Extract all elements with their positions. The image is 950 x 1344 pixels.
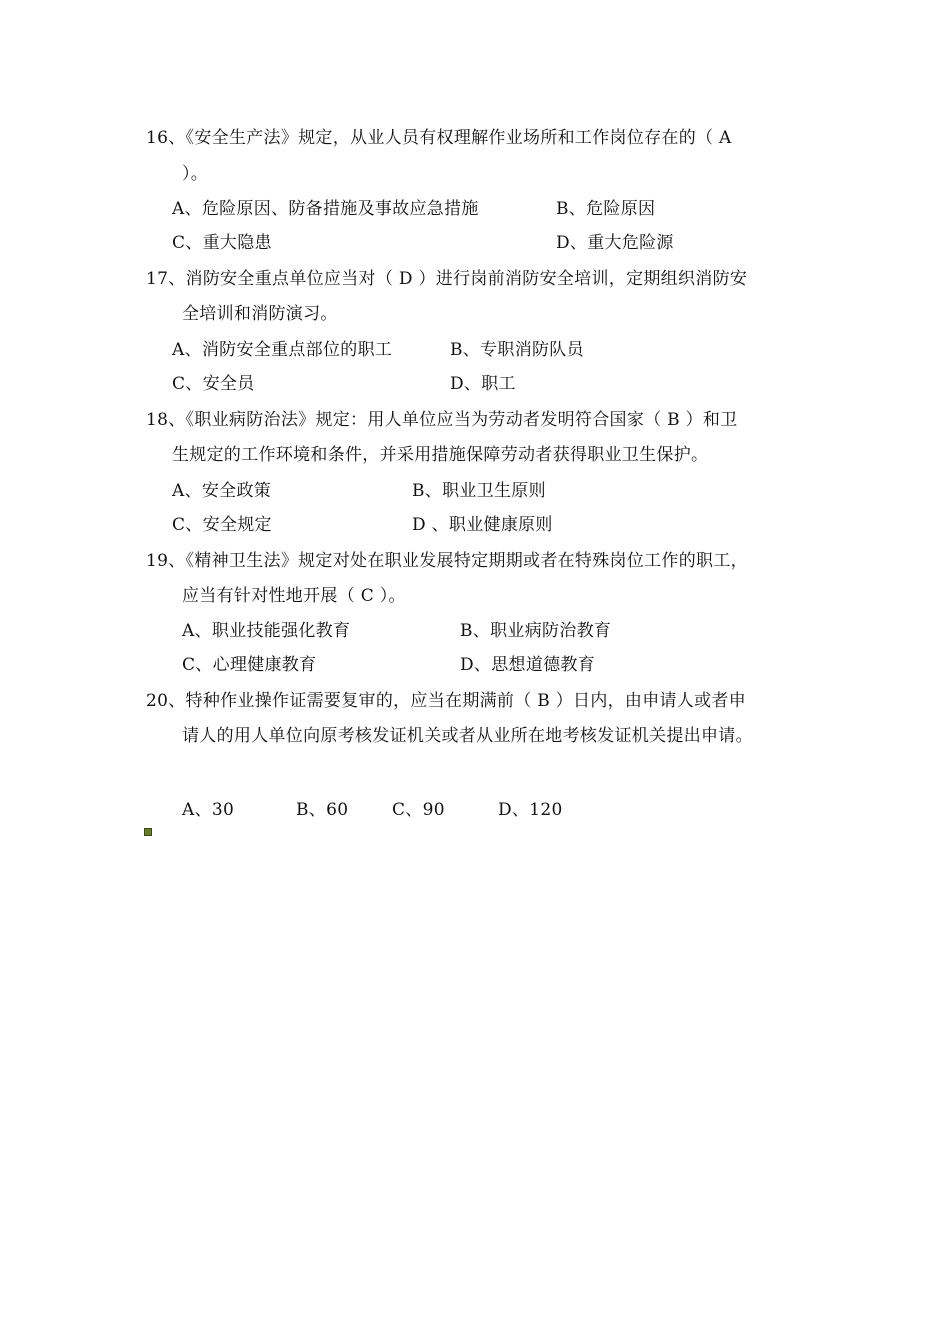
question-20-option-c: C、90	[392, 800, 445, 820]
question-20-line-1: 20、特种作业操作证需要复审的，应当在期满前（ B ）日内，由申请人或者申	[146, 691, 747, 711]
question-19-option-b: B、职业病防治教育	[460, 621, 612, 641]
question-18-option-c: C、安全规定	[172, 515, 272, 535]
question-18-option-d: D 、职业健康原则	[412, 515, 553, 535]
question-19-option-d: D、思想道德教育	[460, 655, 596, 675]
question-19-line-2: 应当有针对性地开展（ C ）。	[182, 586, 406, 606]
question-18-option-b: B、职业卫生原则	[412, 481, 546, 501]
question-16-option-b: B、危险原因	[556, 199, 656, 219]
question-20-option-d: D、120	[498, 800, 563, 820]
question-17-line-2: 全培训和消防演习。	[182, 304, 338, 324]
question-16-line-2: ）。	[182, 164, 209, 184]
question-17-line-1: 17、消防安全重点单位应当对（ D ）进行岗前消防安全培训，定期组织消防安	[146, 269, 748, 289]
question-20-option-b: B、60	[296, 800, 349, 820]
question-20-line-2: 请人的用人单位向原考核发证机关或者从业所在地考核发证机关提出申请。	[182, 726, 753, 746]
question-19-option-c: C、心理健康教育	[182, 655, 317, 675]
question-17-option-a: A、消防安全重点部位的职工	[172, 340, 393, 360]
question-16-option-c: C、重大隐患	[172, 233, 272, 253]
small-image-mark	[144, 828, 152, 836]
question-19-line-1: 19、《精神卫生法》规定对处在职业发展特定期期或者在特殊岗位工作的职工，	[146, 551, 748, 571]
question-16-line-1: 16、《安全生产法》规定，从业人员有权理解作业场所和工作岗位存在的（ A	[146, 128, 732, 148]
question-19-option-a: A、职业技能强化教育	[182, 621, 351, 641]
question-18-line-2: 生规定的工作环境和条件，并采用措施保障劳动者获得职业卫生保护。	[172, 445, 709, 465]
question-16-option-a: A、危险原因、防备措施及事故应急措施	[172, 199, 479, 219]
question-17-option-c: C、安全员	[172, 374, 255, 394]
question-18-line-1: 18、《职业病防治法》规定：用人单位应当为劳动者发明符合国家（ B ）和卫	[146, 410, 738, 430]
question-16-option-d: D、重大危险源	[556, 233, 674, 253]
question-18-option-a: A、安全政策	[172, 481, 272, 501]
question-17-option-d: D、职工	[450, 374, 516, 394]
question-17-option-b: B、专职消防队员	[450, 340, 584, 360]
question-20-option-a: A、30	[182, 800, 235, 820]
